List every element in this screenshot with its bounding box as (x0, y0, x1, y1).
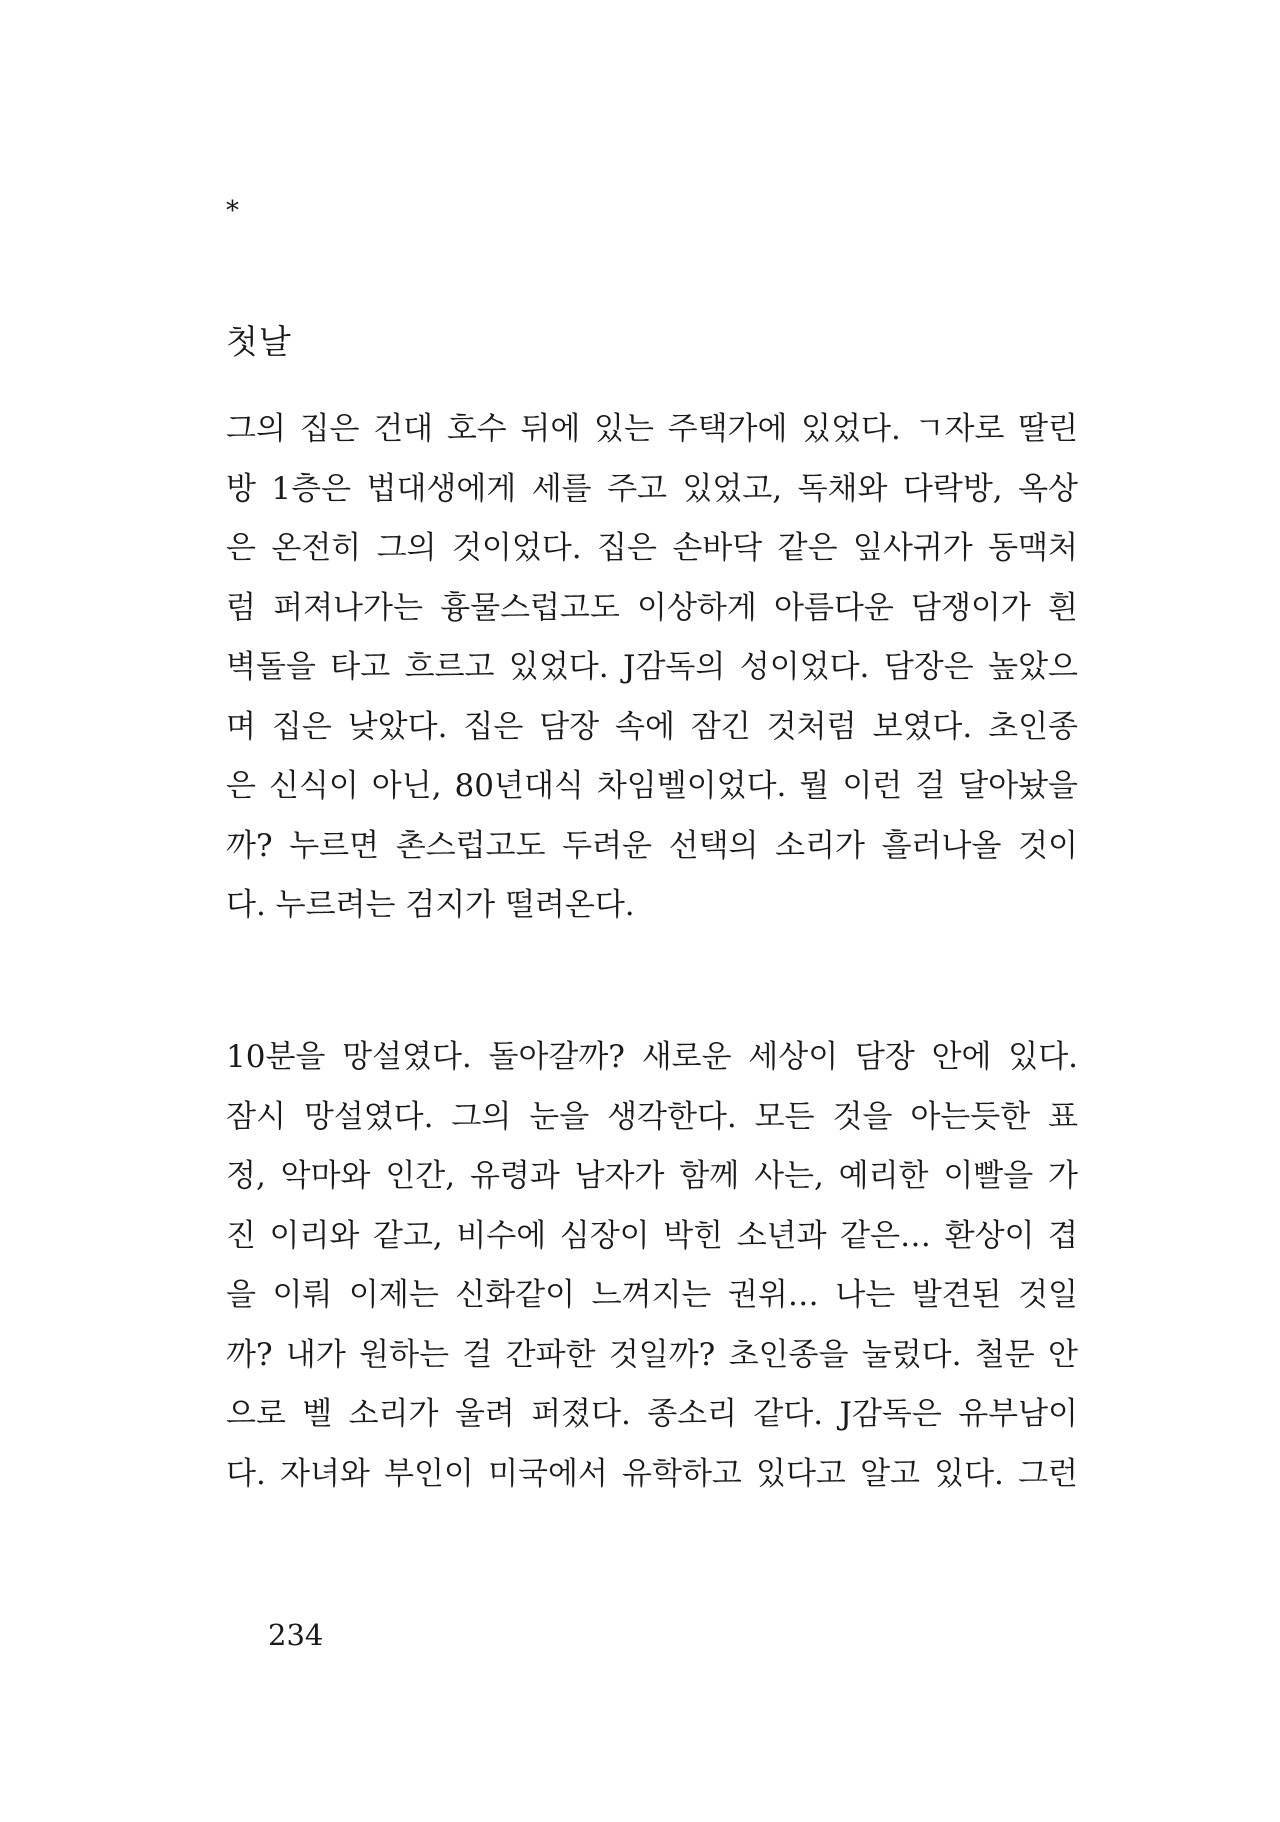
text-line: 은 신식이 아닌, 80년대식 차임벨이었다. 뭘 이런 걸 달아놨을 (226, 768, 1078, 804)
paragraph-1 (226, 400, 1078, 936)
page-number: 234 (268, 1618, 324, 1652)
text-line: 10분을 망설였다. 돌아갈까? 새로운 세상이 담장 안에 있다. (226, 1039, 1078, 1075)
text-line: 정, 악마와 인간, 유령과 남자가 함께 사는, 예리한 이빨을 가 (226, 1158, 1078, 1194)
text-line: 벽돌을 타고 흐르고 있었다. J감독의 성이었다. 담장은 높았으 (226, 649, 1078, 685)
text-line: 을 이뤄 이제는 신화같이 느껴지는 권위… 나는 발견된 것일 (226, 1277, 1078, 1313)
section-title: 첫날 (226, 322, 292, 361)
paragraph-2 (226, 1028, 1078, 1504)
text-line: 진 이리와 같고, 비수에 심장이 박힌 소년과 같은… 환상이 겹 (226, 1217, 1078, 1254)
text-line: 까? 내가 원하는 걸 간파한 것일까? 초인종을 눌렀다. 철문 안 (226, 1336, 1078, 1373)
text-line: 방 1층은 법대생에게 세를 주고 있었고, 독채와 다락방, 옥상 (226, 470, 1078, 507)
text-line: 다. 누르려는 검지가 떨려온다. (226, 887, 635, 923)
text-line: 럼 퍼져나가는 흉물스럽고도 이상하게 아름다운 담쟁이가 흰 (226, 589, 1078, 626)
text-line: 잠시 망설였다. 그의 눈을 생각한다. 모든 것을 아는듯한 표 (226, 1098, 1078, 1135)
text-line: 며 집은 낮았다. 집은 담장 속에 잠긴 것처럼 보였다. 초인종 (226, 708, 1078, 745)
text-line: 으로 벨 소리가 울려 퍼졌다. 종소리 같다. J감독은 유부남이 (226, 1396, 1078, 1432)
section-break-asterisk: * (226, 196, 239, 226)
text-line: 까? 누르면 촌스럽고도 두려운 선택의 소리가 흘러나올 것이 (226, 827, 1078, 864)
text-line: 은 온전히 그의 것이었다. 집은 손바닥 같은 잎사귀가 동맥처 (226, 530, 1078, 566)
text-line: 다. 자녀와 부인이 미국에서 유학하고 있다고 알고 있다. 그런 (226, 1455, 1078, 1492)
text-line: 그의 집은 건대 호수 뒤에 있는 주택가에 있었다. ㄱ자로 딸린 (226, 411, 1078, 447)
